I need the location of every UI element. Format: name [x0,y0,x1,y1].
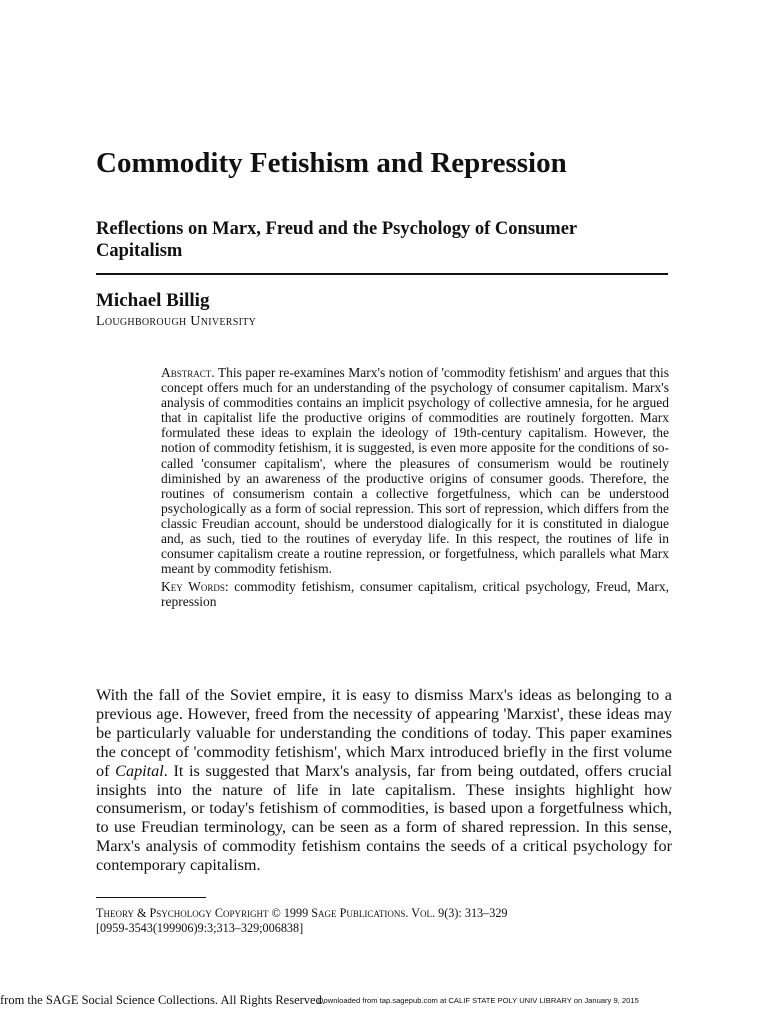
keywords-text: commodity fetishism, consumer capitalism, critical psychology, Freud, Marx, repression [161,579,669,610]
doi-line: [0959-3543(199906)9:3;313–329;006838] [96,920,304,935]
copyright-block [96,906,656,935]
article-title: Commodity Fetishism and Repression [96,147,567,179]
copyright-line: Theory & Psychology Copyright © 1999 Sage Publications. Vol. 9(3): 313–329 [96,906,508,920]
keywords-label: Key Words: [161,579,229,595]
intro-italic-title: Capital [115,761,164,780]
intro-text-part1: With the fall of the Soviet empire, it is easy to dismiss Marx's ideas as belonging to a previous age. However, freed from the necessity of appearing 'Marxist', these ideas may be particularly valuable for understanding the conditions of today. This paper examines the concept of 'commodity fetishism', which Marx introduced briefly in the first volume of [96,686,672,780]
abstract-label: Abstract. [161,365,215,380]
article-subtitle: Reflections on Marx, Freud and the Psychology of Consumer Capitalism [96,219,577,261]
abstract-block [161,365,669,610]
download-notice: Downloaded from tap.sagepub.com at CALIF STATE POLY UNIV LIBRARY on January 9, 2015 [318,996,639,1005]
abstract-text: This paper re-examines Marx's notion of 'commodity fetishism' and argues that this concept offers much for an understanding of the psychology of consumer capitalism. Marx's analysis of commodities contains an implicit psychology of collective amnesia, for he argued that in capitalist life the productive origins of commodities are routinely forgotten. Marx formulated these ideas to explain the ideology of 19th-century capitalism. However, the notion of commodity fetishism, it is suggested, is even more apposite for the conditions of so-called 'consumer capitalism', where the pleasures of consumerism would be routinely diminished by an awareness of the productive origins of consumer goods. Therefore, the routines of consumerism contain a collective forgetfulness, which can be understood psychologically as a form of social repression. This sort of repression, which differs from the classic Freudian account, should be understood dialogically for it is constituted in dialogue and, as such, tied to the routines of everyday life. In this respect, the routines of life in consumer capitalism create a routine repression, or forgetfulness, which parallels what Marx meant by commodity fetishism. [161,365,669,577]
author-affiliation: Loughborough University [96,314,257,329]
collection-notice: from the SAGE Social Science Collections. All Rights Reserved. [0,993,325,1007]
intro-paragraph [96,686,672,875]
abstract-paragraph [161,365,669,576]
footnote-divider [96,897,206,898]
title-divider [96,273,668,275]
keywords-paragraph [161,579,669,609]
author-name: Michael Billig [96,290,210,311]
intro-text-part2: . It is suggested that Marx's analysis, far from being outdated, offers crucial insights into the nature of life in late capitalism. These insights highlight how consumerism, or today's fetishism of commodities, is based upon a forgetfulness which, to use Freudian terminology, can be seen as a form of shared repression. In this sense, Marx's analysis of commodity fetishism contains the seeds of a critical psychology for contemporary capitalism. [96,761,672,875]
